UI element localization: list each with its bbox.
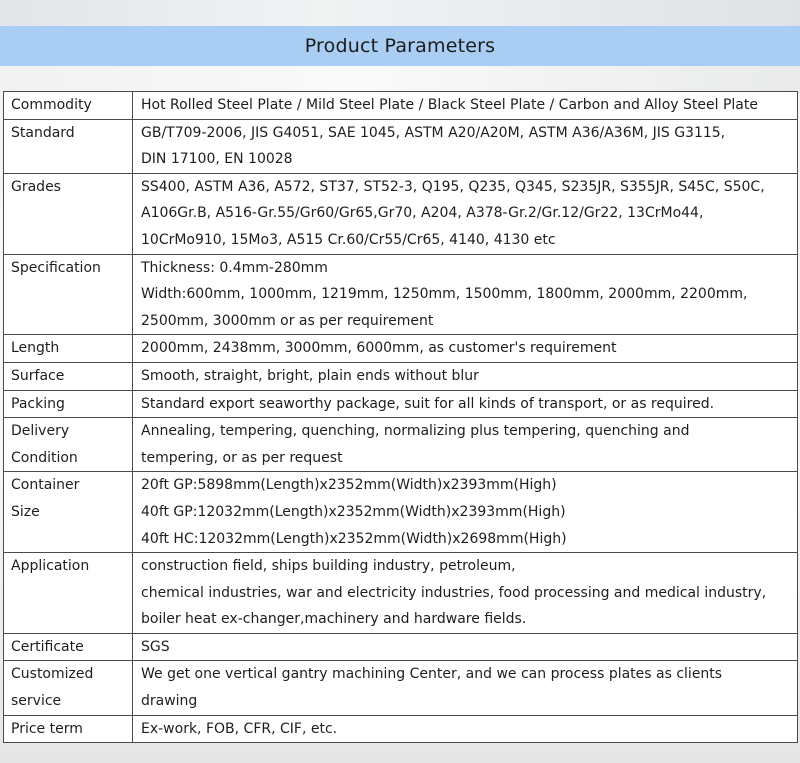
row-label: Grades bbox=[11, 178, 61, 195]
row-value: construction field, ships building industry, petroleum, bbox=[141, 558, 516, 575]
background-stripe bbox=[0, 66, 800, 94]
table-row bbox=[4, 362, 798, 390]
row-value-cell bbox=[133, 335, 798, 363]
row-value-cell bbox=[133, 472, 798, 553]
table-row bbox=[4, 92, 798, 120]
row-value: 2000mm, 2438mm, 3000mm, 6000mm, as customer's requirement bbox=[141, 340, 617, 357]
row-label: Customized bbox=[11, 666, 94, 683]
row-label-cell bbox=[4, 92, 133, 120]
row-label-cell bbox=[4, 661, 133, 715]
row-value-cell bbox=[133, 254, 798, 335]
row-value: 2500mm, 3000mm or as per requirement bbox=[141, 312, 434, 329]
table-row bbox=[4, 254, 798, 335]
row-value: Annealing, tempering, quenching, normalizing plus tempering, quenching and bbox=[141, 423, 690, 440]
row-value-cell bbox=[133, 553, 798, 634]
row-label: Condition bbox=[11, 449, 78, 466]
row-value-cell bbox=[133, 119, 798, 173]
row-value: chemical industries, war and electricity industries, food processing and medical industry, bbox=[141, 584, 767, 601]
row-label: Container bbox=[11, 477, 80, 494]
table-row bbox=[4, 173, 798, 254]
row-value: Width:600mm, 1000mm, 1219mm, 1250mm, 1500mm, 1800mm, 2000mm, 2200mm, bbox=[141, 286, 748, 303]
table-row bbox=[4, 119, 798, 173]
row-value: SGS bbox=[141, 638, 170, 655]
row-label-cell bbox=[4, 254, 133, 335]
row-value-cell bbox=[133, 661, 798, 715]
row-label: Length bbox=[11, 340, 60, 357]
parameters-table bbox=[3, 91, 798, 743]
row-value: Hot Rolled Steel Plate / Mild Steel Plate / Black Steel Plate / Carbon and Alloy Steel Plate bbox=[141, 97, 758, 113]
row-label-cell bbox=[4, 362, 133, 390]
row-label: Specification bbox=[11, 259, 101, 276]
page-title: Product Parameters bbox=[304, 35, 496, 57]
row-value: DIN 17100, EN 10028 bbox=[141, 151, 293, 168]
row-label: Application bbox=[11, 558, 90, 575]
row-value-cell bbox=[133, 418, 798, 472]
row-value: 20ft GP:5898mm(Length)x2352mm(Width)x2393mm(High) bbox=[141, 477, 557, 494]
row-label-cell bbox=[4, 173, 133, 254]
row-value-cell bbox=[133, 362, 798, 390]
row-value-cell bbox=[133, 92, 798, 120]
row-label-cell bbox=[4, 472, 133, 553]
title-banner bbox=[0, 26, 800, 66]
row-value-cell bbox=[133, 715, 798, 743]
parameters-table-container bbox=[3, 91, 798, 743]
table-row bbox=[4, 335, 798, 363]
row-label: Certificate bbox=[11, 638, 84, 655]
row-value: Smooth, straight, bright, plain ends without blur bbox=[141, 367, 479, 384]
row-value: Ex-work, FOB, CFR, CIF, etc. bbox=[141, 720, 338, 737]
table-row bbox=[4, 390, 798, 418]
row-label-cell bbox=[4, 418, 133, 472]
row-value-cell bbox=[133, 633, 798, 661]
row-value: tempering, or as per request bbox=[141, 449, 343, 466]
row-value: SS400, ASTM A36, A572, ST37, ST52-3, Q195, Q235, Q345, S235JR, S355JR, S45C, S50C, bbox=[141, 178, 765, 195]
row-value: 40ft GP:12032mm(Length)x2352mm(Width)x2393mm(High) bbox=[141, 503, 566, 520]
row-value: drawing bbox=[141, 693, 198, 710]
row-value: 10CrMo910, 15Mo3, A515 Cr.60/Cr55/Cr65, 4140, 4130 etc bbox=[141, 231, 556, 248]
row-label-cell bbox=[4, 390, 133, 418]
row-label: Commodity bbox=[11, 97, 92, 113]
row-label-cell bbox=[4, 553, 133, 634]
row-label: Packing bbox=[11, 395, 65, 412]
row-value: We get one vertical gantry machining Center, and we can process plates as clients bbox=[141, 666, 723, 683]
table-row bbox=[4, 472, 798, 553]
row-value: 40ft HC:12032mm(Length)x2352mm(Width)x2698mm(High) bbox=[141, 530, 567, 547]
table-row bbox=[4, 661, 798, 715]
row-value-cell bbox=[133, 173, 798, 254]
row-value: boiler heat ex-changer,machinery and hardware fields. bbox=[141, 611, 527, 628]
row-value: Thickness: 0.4mm-280mm bbox=[141, 259, 328, 276]
row-label: Surface bbox=[11, 367, 65, 384]
row-value-cell bbox=[133, 390, 798, 418]
row-label-cell bbox=[4, 119, 133, 173]
row-label-cell bbox=[4, 633, 133, 661]
row-label: service bbox=[11, 693, 62, 710]
row-label: Price term bbox=[11, 720, 83, 737]
row-label: Standard bbox=[11, 124, 75, 141]
background-top bbox=[0, 0, 800, 26]
row-label: Size bbox=[11, 503, 40, 520]
table-row bbox=[4, 553, 798, 634]
row-label-cell bbox=[4, 335, 133, 363]
row-label: Delivery bbox=[11, 423, 70, 440]
row-value: A106Gr.B, A516-Gr.55/Gr60/Gr65,Gr70, A204, A378-Gr.2/Gr.12/Gr22, 13CrMo44, bbox=[141, 205, 704, 222]
parameters-table-body bbox=[4, 92, 798, 743]
table-row bbox=[4, 633, 798, 661]
table-row bbox=[4, 715, 798, 743]
row-value: Standard export seaworthy package, suit for all kinds of transport, or as required. bbox=[141, 395, 715, 412]
row-value: GB/T709-2006, JIS G4051, SAE 1045, ASTM A20/A20M, ASTM A36/A36M, JIS G3115, bbox=[141, 124, 726, 141]
table-row bbox=[4, 418, 798, 472]
row-label-cell bbox=[4, 715, 133, 743]
